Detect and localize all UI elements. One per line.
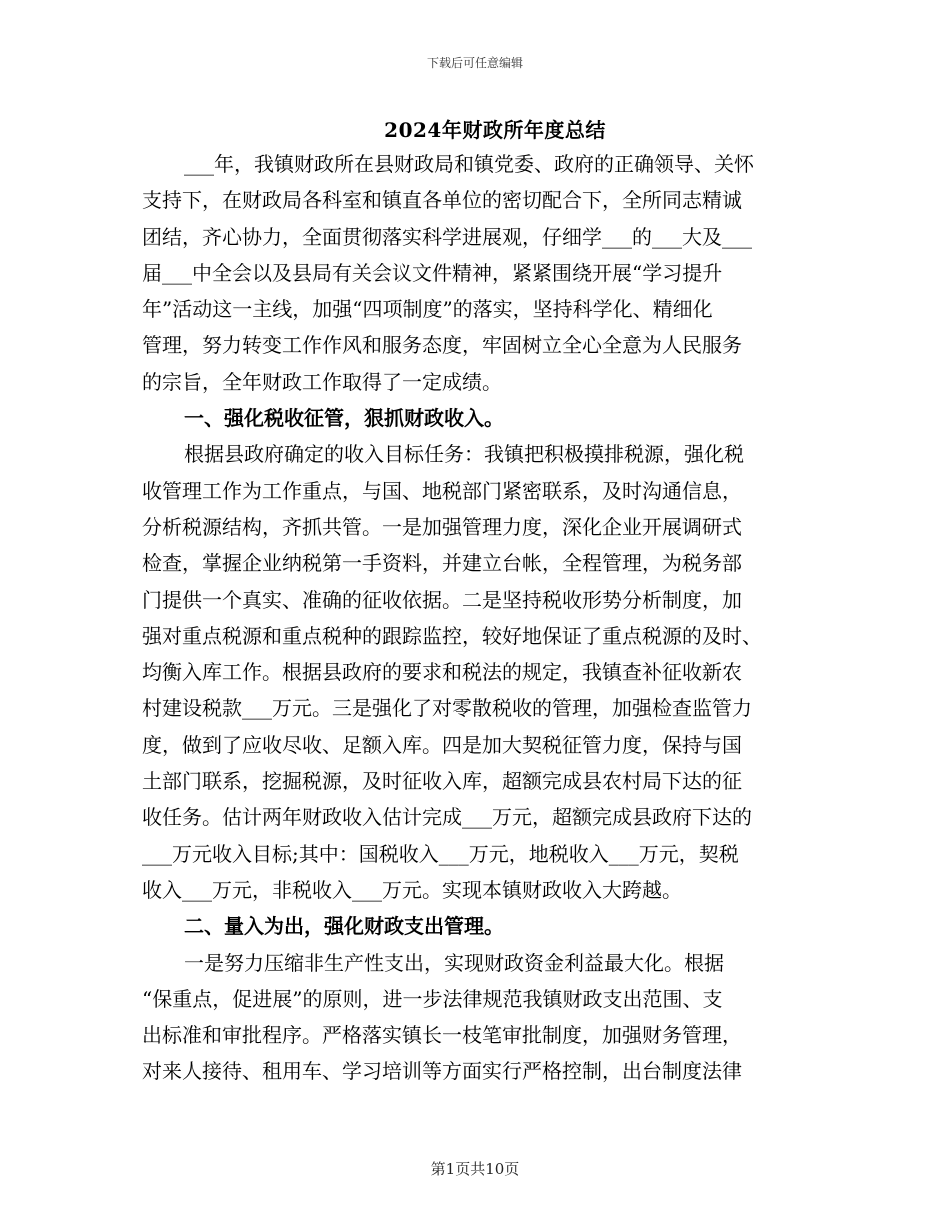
section-heading: 一、强化税收征管，狠抓财政收入。 bbox=[184, 406, 504, 431]
paragraph-line: 对来人接待、租用车、学习培训等方面实行严格控制，出台制度法律 bbox=[142, 1059, 742, 1084]
paragraph-line: 检查，掌握企业纳税第一手资料，并建立台帐，全程管理，为税务部 bbox=[142, 551, 742, 576]
paragraph-line: 出标准和审批程序。严格落实镇长一枝笔审批制度，加强财务管理， bbox=[142, 1023, 742, 1048]
paragraph-line: 届___中全会以及县局有关会议文件精神，紧紧围绕开展“学习提升 bbox=[142, 260, 723, 285]
paragraph-line: 收任务。估计两年财政收入估计完成___万元，超额完成县政府下达的 bbox=[142, 805, 752, 830]
paragraph-line: 年”活动这一主线，加强“四项制度”的落实，坚持科学化、精细化 bbox=[142, 297, 713, 322]
paragraph-line: 团结，齐心协力，全面贯彻落实科学进展观，仔细学___的___大及___ bbox=[142, 224, 752, 249]
header-note: 下载后可任意编辑 bbox=[426, 56, 523, 70]
paragraph-line: 一是努力压缩非生产性支出，实现财政资金利益最大化。根据 bbox=[184, 950, 724, 975]
paragraph-line: 土部门联系，挖掘税源，及时征收入库，超额完成县农村局下达的征 bbox=[142, 769, 742, 794]
section-heading: 二、量入为出，强化财政支出管理。 bbox=[184, 914, 504, 939]
paragraph-line: 度，做到了应收尽收、足额入库。四是加大契税征管力度，保持与国 bbox=[142, 732, 742, 757]
paragraph-line: 收管理工作为工作重点，与国、地税部门紧密联系，及时沟通信息， bbox=[142, 478, 742, 503]
paragraph-line: “保重点，促进展”的原则，进一步法律规范我镇财政支出范围、支 bbox=[142, 986, 723, 1011]
paragraph-line: 门提供一个真实、准确的征收依据。二是坚持税收形势分析制度，加 bbox=[142, 587, 742, 612]
paragraph-line: 的宗旨，全年财政工作取得了一定成绩。 bbox=[142, 369, 502, 394]
page-footer: 第1页共10页 bbox=[430, 1160, 520, 1178]
document-body bbox=[142, 146, 812, 1090]
paragraph-line: 收入___万元，非税收入___万元。实现本镇财政收入大跨越。 bbox=[142, 877, 682, 902]
paragraph-line: ___万元收入目标;其中：国税收入___万元，地税收入___万元，契税 bbox=[142, 841, 739, 866]
paragraph-line: 支持下，在财政局各科室和镇直各单位的密切配合下，全所同志精诚 bbox=[142, 188, 742, 213]
paragraph-line: 均衡入库工作。根据县政府的要求和税法的规定，我镇查补征收新农 bbox=[142, 660, 742, 685]
paragraph-line: 管理，努力转变工作作风和服务态度，牢固树立全心全意为人民服务 bbox=[142, 333, 742, 358]
document-title: 2024年财政所年度总结 bbox=[384, 118, 606, 142]
paragraph-line: 强对重点税源和重点税种的跟踪监控，较好地保证了重点税源的及时、 bbox=[142, 623, 762, 648]
paragraph-line: ___年，我镇财政所在县财政局和镇党委、政府的正确领导、关怀 bbox=[184, 152, 754, 176]
paragraph-line: 分析税源结构，齐抓共管。一是加强管理力度，深化企业开展调研式 bbox=[142, 514, 742, 539]
paragraph-line: 根据县政府确定的收入目标任务：我镇把积极摸排税源，强化税 bbox=[184, 442, 744, 467]
paragraph-line: 村建设税款___万元。三是强化了对零散税收的管理，加强检查监管力 bbox=[142, 696, 752, 721]
